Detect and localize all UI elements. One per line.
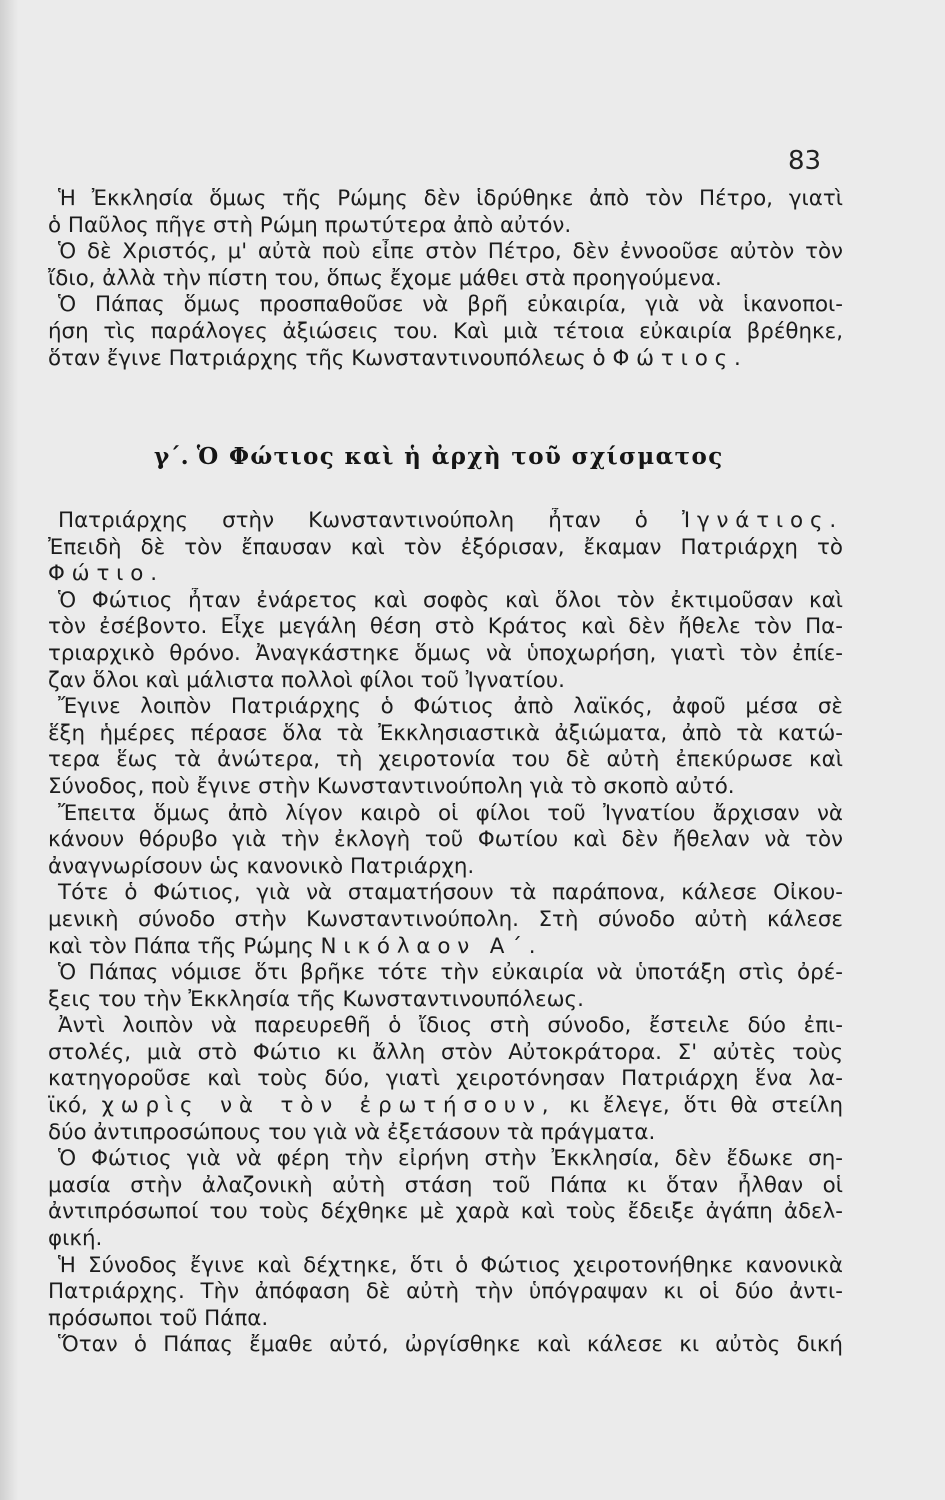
- text-line: Τότε ὁ Φώτιος, γιὰ νὰ σταματήσουν τὰ παράπονα, κάλεσε Οἰκου-: [58, 880, 843, 906]
- text-line: Ὁ δὲ Χριστός, μ' αὐτὰ ποὺ εἶπε στὸν Πέτρο, δὲν ἐννοοῦσε αὐτὸν τὸν: [58, 239, 843, 265]
- text-line: [48, 1093, 843, 1120]
- page-number: 83: [788, 146, 822, 176]
- text-line: στολές, μιὰ στὸ Φώτιο κι ἄλλη στὸν Αὐτοκράτορα. Σ' αὐτὲς τοὺς: [48, 1039, 843, 1065]
- emphasized-phrase: χωρὶς νὰ τὸν ἐρωτήσουν,: [101, 1093, 556, 1119]
- text-line: ἴδιο, ἀλλὰ τὴν πίστη του, ὅπως ἔχομε μάθει στὰ προηγούμενα.: [48, 265, 722, 291]
- text-line: [48, 934, 843, 961]
- text-line: δύο ἀντιπροσώπους του γιὰ νὰ ἐξετάσουν τὰ πράγματα.: [48, 1119, 656, 1145]
- text-line: τὸν ἐσέβοντο. Εἶχε μεγάλη θέση στὸ Κράτος καὶ δὲν ἤθελε τὸν Πα-: [48, 614, 843, 640]
- text-line: κάνουν θόρυβο γιὰ τὴν ἐκλογὴ τοῦ Φωτίου καὶ δὲν ἤθελαν νὰ τὸν: [48, 827, 843, 853]
- text-line: Ὁ Φώτιος ἦταν ἐνάρετος καὶ σοφὸς καὶ ὅλοι τὸν ἐκτιμοῦσαν καὶ: [58, 587, 843, 613]
- page-edge-shadow: [0, 0, 18, 1500]
- text-line: μασία στὴν ἀλαζονικὴ αὐτὴ στάση τοῦ Πάπα κι ὅταν ἦλθαν οἱ: [48, 1172, 843, 1198]
- text-line: φική.: [48, 1226, 103, 1252]
- text-line: ὁ Παῦλος πῆγε στὴ Ρώμη πρωτύτερα ἀπὸ αὐτόν.: [48, 212, 572, 238]
- text-line: ἕξη ἡμέρες πέρασε ὅλα τὰ Ἐκκλησιαστικὰ ἀξιώματα, ἀπὸ τὰ κατώ-: [48, 720, 843, 746]
- body-paragraphs: [48, 508, 843, 1359]
- text-line: Σύνοδος, ποὺ ἔγινε στὴν Κωνσταντινούπολη γιὰ τὸ σκοπὸ αὐτό.: [48, 773, 735, 799]
- emphasized-name: Ἰγνάτιος.: [681, 508, 843, 533]
- text-line: Ἔπειτα ὅμως ἀπὸ λίγον καιρὸ οἱ φίλοι τοῦ Ἰγνατίου ἄρχισαν νὰ: [58, 800, 843, 826]
- emphasized-name: Φώτιος.: [612, 345, 748, 371]
- text-line: τριαρχικὸ θρόνο. Ἀναγκάστηκε ὅμως νὰ ὑποχωρήση, γιατὶ τὸν ἐπίε-: [48, 640, 843, 666]
- text-fragment: ϊκό,: [48, 1093, 102, 1119]
- text-line: ήση τὶς παράλογες ἀξιώσεις του. Καὶ μιὰ τέτοια εὐκαιρία βρέθηκε,: [48, 318, 843, 344]
- text-fragment: ὅταν ἔγινε Πατριάρχης τῆς Κωνσταντινουπόλεως ὁ: [48, 345, 613, 371]
- text-line: μενικὴ σύνοδο στὴν Κωνσταντινούπολη. Στὴ σύνοδο αὐτὴ κάλεσε: [48, 906, 843, 932]
- text-fragment: Πατριάρχης στὴν Κωνσταντινούπολη ἦταν ὁ: [58, 508, 682, 533]
- text-fragment: κι ἔλεγε, ὅτι θὰ στείλη: [555, 1093, 843, 1119]
- text-line: Ὁ Φώτιος γιὰ νὰ φέρη τὴν εἰρήνη στὴν Ἐκκλησία, δὲν ἔδωκε ση-: [58, 1146, 843, 1172]
- text-line: κατηγοροῦσε καὶ τοὺς δύο, γιατὶ χειροτόνησαν Πατριάρχη ἕνα λα-: [48, 1066, 843, 1092]
- text-line: Ἀντὶ λοιπὸν νὰ παρευρεθῆ ὁ ἴδιος στὴ σύνοδο, ἔστειλε δύο ἐπι-: [58, 1013, 843, 1039]
- text-line: Φώτιο.: [48, 561, 164, 587]
- text-line: [48, 346, 843, 373]
- text-line: ξεις του τὴν Ἐκκλησία τῆς Κωνσταντινουπόλεως.: [48, 986, 584, 1012]
- text-line: Ἔγινε λοιπὸν Πατριάρχης ὁ Φώτιος ἀπὸ λαϊκός, ἀφοῦ μέσα σὲ: [58, 694, 843, 720]
- text-line: τερα ἕως τὰ ἀνώτερα, τὴ χειροτονία του δὲ αὐτὴ ἐπεκύρωσε καὶ: [48, 747, 843, 773]
- text-line: Ὁ Πάπας νόμισε ὅτι βρῆκε τότε τὴν εὐκαιρία νὰ ὑποτάξη στὶς ὀρέ-: [58, 960, 843, 986]
- section-heading: [154, 443, 724, 470]
- text-line: ζαν ὅλοι καὶ μάλιστα πολλοὶ φίλοι τοῦ Ἰγνατίου.: [48, 667, 565, 693]
- text-line: ἀναγνωρίσουν ὡς κανονικὸ Πατριάρχη.: [48, 853, 475, 879]
- text-line: ἀντιπρόσωποί του τοὺς δέχθηκε μὲ χαρὰ καὶ τοὺς ἔδειξε ἀγάπη ἀδελ-: [48, 1199, 843, 1225]
- text-line: Ὁ Πάπας ὅμως προσπαθοῦσε νὰ βρῆ εὐκαιρία, γιὰ νὰ ἱκανοποι-: [58, 292, 843, 318]
- section-number: γ΄.: [154, 443, 197, 470]
- intro-paragraphs: [48, 186, 843, 372]
- text-line: Ἡ Σύνοδος ἔγινε καὶ δέχτηκε, ὅτι ὁ Φώτιος χειροτονήθηκε κανονικὰ: [58, 1252, 843, 1278]
- text-fragment: καὶ τὸν Πάπα τῆς Ρώμης: [48, 933, 321, 959]
- text-line: [48, 508, 843, 535]
- emphasized-name: Νικόλαον Α΄.: [320, 933, 543, 959]
- text-line: Ὅταν ὁ Πάπας ἔμαθε αὐτό, ὠργίσθηκε καὶ κάλεσε κι αὐτὸς δική: [58, 1332, 843, 1358]
- text-line: Ἡ Ἐκκλησία ὅμως τῆς Ρώμης δὲν ἱδρύθηκε ἀπὸ τὸν Πέτρο, γιατὶ: [58, 186, 843, 211]
- text-line: πρόσωποι τοῦ Πάπα.: [48, 1305, 269, 1331]
- text-line: Ἐπειδὴ δὲ τὸν ἔπαυσαν καὶ τὸν ἐξόρισαν, ἔκαμαν Πατριάρχη τὸ: [48, 534, 843, 560]
- text-line: Πατριάρχης. Τὴν ἀπόφαση δὲ αὐτὴ τὴν ὑπόγραψαν κι οἱ δύο ἀντι-: [48, 1279, 843, 1305]
- section-title: Ὁ Φώτιος καὶ ἡ ἀρχὴ τοῦ σχίσματος: [196, 443, 724, 470]
